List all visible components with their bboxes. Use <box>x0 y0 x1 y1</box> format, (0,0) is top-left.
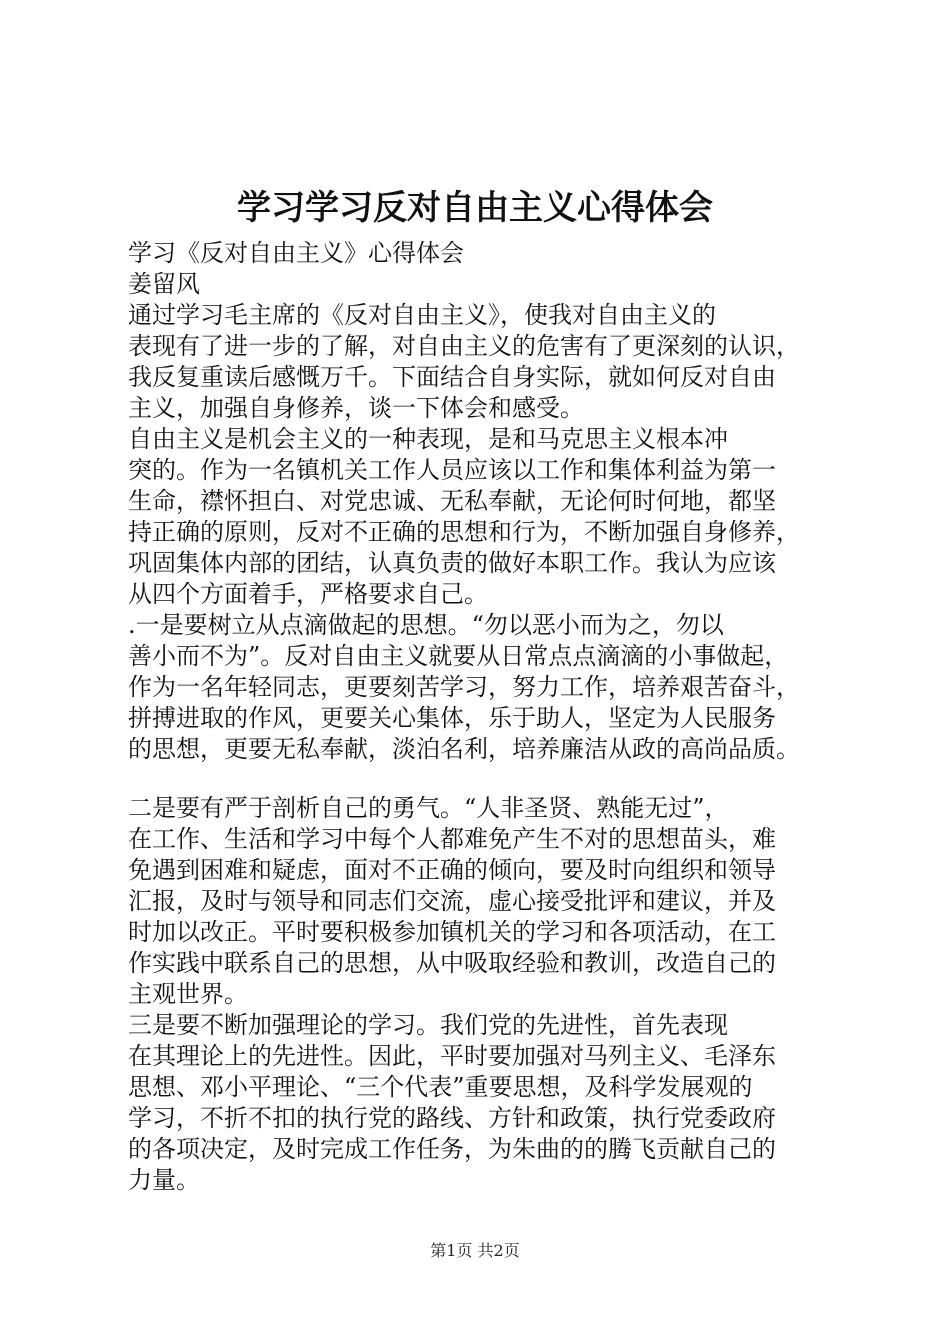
body-line: 在工作、生活和学习中每个人都难免产生不对的思想苗头，难 <box>128 825 776 853</box>
body-line: 生命，襟怀担白、对党忠诚、无私奉献，无论何时何地，都坚 <box>128 487 776 515</box>
body-line: 三是要不断加强理论的学习。我们党的先进性，首先表现 <box>128 1011 728 1039</box>
body-line: 从四个方面着手，严格要求自己。 <box>128 580 488 608</box>
body-line: 的思想，更要无私奉献，淡泊名利，培养廉洁从政的高尚品质。 <box>128 735 800 763</box>
body-line: 汇报，及时与领导和同志们交流，虚心接受批评和建议，并及 <box>128 887 776 915</box>
document-title: 学习学习反对自由主义心得体会 <box>237 188 713 228</box>
body-line: 我反复重读后感慨万千。下面结合自身实际，就如何反对自由 <box>128 363 776 391</box>
body-line: 免遇到困难和疑虑，面对不正确的倾向，要及时向组织和领导 <box>128 856 776 884</box>
body-line: 思想、邓小平理论、“三个代表”重要思想，及科学发展观的 <box>128 1073 753 1101</box>
body-line: 自由主义是机会主义的一种表现，是和马克思主义根本冲 <box>128 425 728 453</box>
body-line: 善小而不为”。反对自由主义就要从日常点点滴滴的小事做起， <box>128 642 789 670</box>
page-number: 第1页 共2页 <box>430 1241 520 1260</box>
body-line: 主观世界。 <box>128 980 248 1008</box>
body-line: 二是要有严于剖析自己的勇气。“人非圣贤、熟能无过”， <box>128 794 729 822</box>
body-line: 持正确的原则，反对不正确的思想和行为，不断加强自身修养， <box>128 518 800 546</box>
body-line: 主义，加强自身修养，谈一下体会和感受。 <box>128 394 584 422</box>
body-line: .一是要树立从点滴做起的思想。“勿以恶小而为之，勿以 <box>128 611 724 639</box>
body-line: 突的。作为一名镇机关工作人员应该以工作和集体利益为第一 <box>128 456 776 484</box>
body-line: 姜留风 <box>128 270 200 298</box>
body-line: 通过学习毛主席的《反对自由主义》，使我对自由主义的 <box>128 301 716 329</box>
body-line: 作为一名年轻同志，更要刻苦学习，努力工作，培养艰苦奋斗， <box>128 673 800 701</box>
body-line: 的各项决定，及时完成工作任务，为朱曲的的腾飞贡献自己的 <box>128 1135 776 1163</box>
body-line: 时加以改正。平时要积极参加镇机关的学习和各项活动，在工 <box>128 918 776 946</box>
body-line: 学习《反对自由主义》心得体会 <box>128 239 464 267</box>
body-line: 表现有了进一步的了解，对自由主义的危害有了更深刻的认识， <box>128 332 800 360</box>
body-line: 学习，不折不扣的执行党的路线、方针和政策，执行党委政府 <box>128 1104 776 1132</box>
body-line: 作实践中联系自己的思想，从中吸取经验和教训，改造自己的 <box>128 949 776 977</box>
body-line: 在其理论上的先进性。因此，平时要加强对马列主义、毛泽东 <box>128 1042 776 1070</box>
body-line: 拼搏进取的作风，更要关心集体，乐于助人，坚定为人民服务 <box>128 704 776 732</box>
body-line: 力量。 <box>128 1166 200 1194</box>
body-line: 巩固集体内部的团结，认真负责的做好本职工作。我认为应该 <box>128 549 776 577</box>
